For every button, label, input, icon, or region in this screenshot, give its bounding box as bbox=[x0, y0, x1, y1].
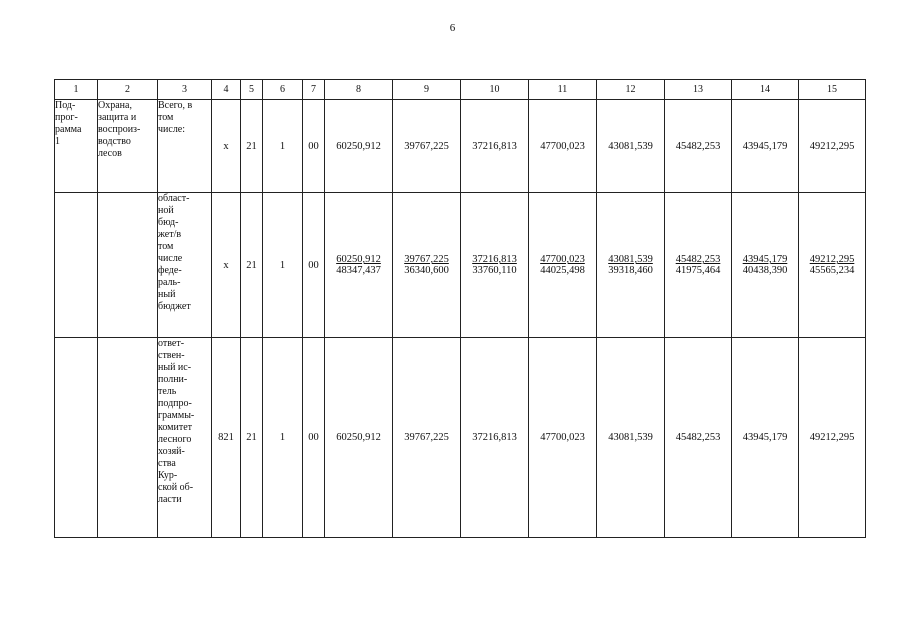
text-line: числе bbox=[158, 253, 183, 264]
text-line: воспроиз- bbox=[98, 124, 141, 135]
value-cell: 49212,295 bbox=[799, 100, 866, 193]
header-cell: 13 bbox=[665, 80, 732, 100]
value-pair-cell bbox=[393, 193, 461, 338]
value-pair-cell bbox=[461, 193, 529, 338]
header-cell: 11 bbox=[529, 80, 597, 100]
subprogram-name-cell bbox=[98, 338, 158, 538]
value-pair-cell bbox=[732, 193, 799, 338]
regional-value: 49212,295 bbox=[809, 254, 855, 265]
text-line: ной bbox=[158, 205, 174, 216]
value-pair-cell bbox=[529, 193, 597, 338]
subprogram-cell bbox=[55, 100, 98, 193]
code-cell: x bbox=[212, 100, 241, 193]
regional-value: 43945,179 bbox=[742, 254, 788, 265]
text-line: прог- bbox=[55, 112, 78, 123]
text-line: защита и bbox=[98, 112, 137, 123]
federal-value: 45565,234 bbox=[809, 265, 855, 276]
federal-value: 41975,464 bbox=[675, 265, 721, 276]
header-cell: 3 bbox=[158, 80, 212, 100]
code-cell: 21 bbox=[241, 338, 263, 538]
text-line: ответ- bbox=[158, 338, 185, 349]
value-pair-cell bbox=[597, 193, 665, 338]
header-cell: 2 bbox=[98, 80, 158, 100]
value-cell: 47700,023 bbox=[529, 338, 597, 538]
table-row bbox=[55, 193, 866, 338]
regional-value: 60250,912 bbox=[336, 254, 381, 265]
header-row bbox=[55, 80, 866, 100]
subprogram-name-cell bbox=[98, 193, 158, 338]
page-number: 6 bbox=[449, 22, 456, 34]
code-cell: 821 bbox=[212, 338, 241, 538]
value-cell: 60250,912 bbox=[325, 338, 393, 538]
executor-cell bbox=[158, 338, 212, 538]
code-cell: 00 bbox=[303, 100, 325, 193]
text-line: бюд- bbox=[158, 217, 179, 228]
text-line: полни- bbox=[158, 374, 188, 385]
header-cell: 5 bbox=[241, 80, 263, 100]
text-line: рамма bbox=[55, 124, 82, 135]
budget-table bbox=[54, 79, 866, 538]
value-cell: 45482,253 bbox=[665, 338, 732, 538]
text-line: жет/в bbox=[158, 229, 182, 240]
text-line: ный ис- bbox=[158, 362, 192, 373]
table-row bbox=[55, 100, 866, 193]
code-cell: x bbox=[212, 193, 241, 338]
code-cell: 00 bbox=[303, 338, 325, 538]
value-cell: 37216,813 bbox=[461, 100, 529, 193]
value-cell: 49212,295 bbox=[799, 338, 866, 538]
text-line: лесов bbox=[98, 148, 122, 159]
text-line: ласти bbox=[158, 494, 182, 505]
header-cell: 15 bbox=[799, 80, 866, 100]
table-row bbox=[55, 338, 866, 538]
text-line: водство bbox=[98, 136, 131, 147]
text-line: Под- bbox=[55, 100, 76, 111]
text-line: тель bbox=[158, 386, 177, 397]
text-line: комитет bbox=[158, 422, 193, 433]
text-line: Охрана, bbox=[98, 100, 132, 111]
text-line: бюджет bbox=[158, 301, 191, 312]
subprogram-name-cell bbox=[98, 100, 158, 193]
code-cell: 1 bbox=[263, 193, 303, 338]
value-cell: 47700,023 bbox=[529, 100, 597, 193]
regional-value: 37216,813 bbox=[472, 254, 517, 265]
value-cell: 37216,813 bbox=[461, 338, 529, 538]
text-line: том bbox=[158, 112, 174, 123]
header-cell: 6 bbox=[263, 80, 303, 100]
regional-value: 45482,253 bbox=[675, 254, 721, 265]
value-cell: 60250,912 bbox=[325, 100, 393, 193]
value-pair-cell bbox=[665, 193, 732, 338]
text-line: граммы- bbox=[158, 410, 195, 421]
subprogram-cell bbox=[55, 193, 98, 338]
text-line: 1 bbox=[55, 136, 60, 147]
regional-value: 43081,539 bbox=[608, 254, 653, 265]
subprogram-cell bbox=[55, 338, 98, 538]
code-cell: 21 bbox=[241, 193, 263, 338]
value-pair-cell bbox=[799, 193, 866, 338]
regional-value: 39767,225 bbox=[404, 254, 449, 265]
text-line: хозяй- bbox=[158, 446, 185, 457]
value-cell: 43945,179 bbox=[732, 338, 799, 538]
header-cell: 1 bbox=[55, 80, 98, 100]
funding-source-cell bbox=[158, 193, 212, 338]
value-cell: 39767,225 bbox=[393, 338, 461, 538]
header-cell: 10 bbox=[461, 80, 529, 100]
code-cell: 1 bbox=[263, 338, 303, 538]
value-pair-cell bbox=[325, 193, 393, 338]
header-cell: 4 bbox=[212, 80, 241, 100]
text-line: лесного bbox=[158, 434, 192, 445]
value-cell: 43945,179 bbox=[732, 100, 799, 193]
value-cell: 39767,225 bbox=[393, 100, 461, 193]
text-line: феде- bbox=[158, 265, 182, 276]
federal-value: 39318,460 bbox=[608, 265, 653, 276]
header-cell: 12 bbox=[597, 80, 665, 100]
header-cell: 14 bbox=[732, 80, 799, 100]
text-line: ствен- bbox=[158, 350, 185, 361]
federal-value: 44025,498 bbox=[540, 265, 585, 276]
federal-value: 36340,600 bbox=[404, 265, 449, 276]
federal-value: 40438,390 bbox=[742, 265, 788, 276]
value-cell: 43081,539 bbox=[597, 338, 665, 538]
header-cell: 8 bbox=[325, 80, 393, 100]
text-line: област- bbox=[158, 193, 190, 204]
text-line: ской об- bbox=[158, 482, 194, 493]
text-line: Кур- bbox=[158, 470, 178, 481]
text-line: подпро- bbox=[158, 398, 192, 409]
federal-value: 33760,110 bbox=[472, 265, 517, 276]
code-cell: 21 bbox=[241, 100, 263, 193]
header-cell: 9 bbox=[393, 80, 461, 100]
text-line: ства bbox=[158, 458, 176, 469]
code-cell: 00 bbox=[303, 193, 325, 338]
text-line: числе: bbox=[158, 124, 186, 135]
text-line: ный bbox=[158, 289, 176, 300]
value-cell: 45482,253 bbox=[665, 100, 732, 193]
funding-source-cell bbox=[158, 100, 212, 193]
value-cell: 43081,539 bbox=[597, 100, 665, 193]
federal-value: 48347,437 bbox=[336, 265, 381, 276]
text-line: том bbox=[158, 241, 174, 252]
regional-value: 47700,023 bbox=[540, 254, 585, 265]
text-line: Всего, в bbox=[158, 100, 193, 111]
text-line: раль- bbox=[158, 277, 181, 288]
header-cell: 7 bbox=[303, 80, 325, 100]
code-cell: 1 bbox=[263, 100, 303, 193]
